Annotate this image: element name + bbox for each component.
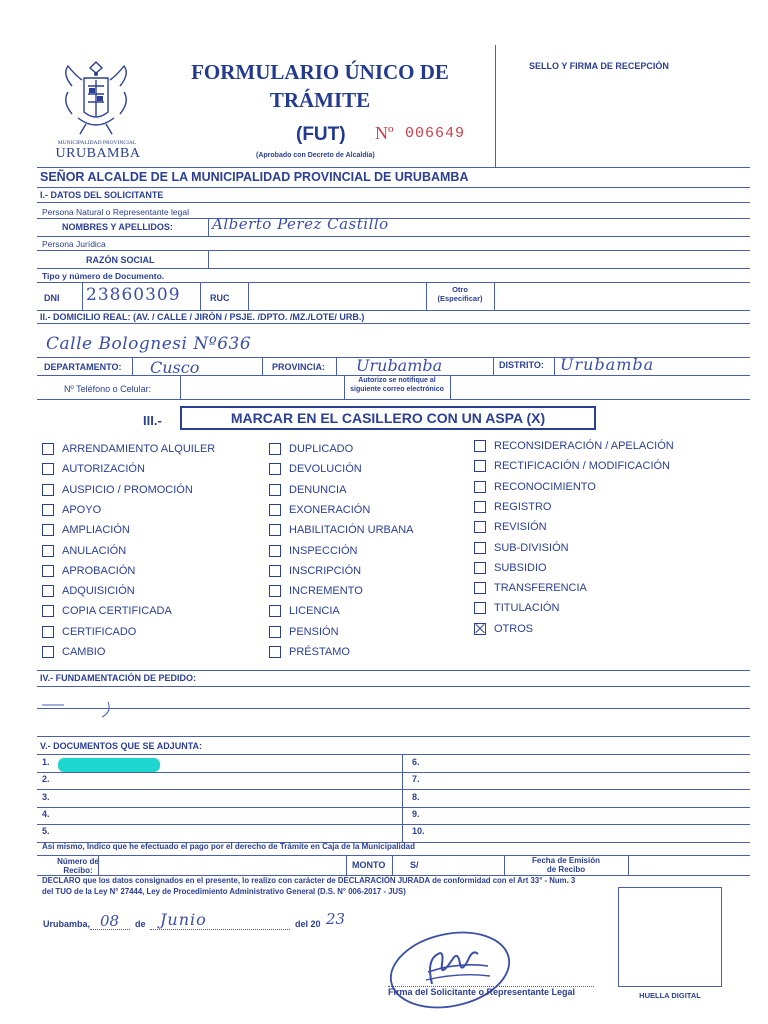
- justification-field[interactable]: [40, 690, 746, 732]
- option-label: DEVOLUCIÓN: [289, 463, 362, 476]
- option-1-8[interactable]: [269, 605, 340, 617]
- form-number-label: Nº: [375, 123, 394, 143]
- phone-label: Nº Teléfono o Celular:: [64, 384, 152, 394]
- document-field[interactable]: [432, 756, 744, 770]
- option-label: REVISIÓN: [494, 521, 547, 534]
- option-0-7[interactable]: [42, 585, 135, 597]
- option-label: SUB-DIVISIÓN: [494, 541, 569, 554]
- option-2-8[interactable]: [474, 602, 559, 614]
- checkbox-icon[interactable]: [42, 585, 54, 597]
- option-2-1[interactable]: [474, 460, 670, 472]
- document-number: 8.: [412, 792, 420, 802]
- option-label: DUPLICADO: [289, 443, 354, 455]
- option-label: APOYO: [62, 503, 102, 516]
- option-0-1[interactable]: [42, 463, 145, 475]
- section3-heading-box: [180, 406, 596, 430]
- approved-note: (Aprobado con Decreto de Alcaldía): [256, 152, 375, 159]
- document-number: 3.: [42, 792, 50, 802]
- option-1-1[interactable]: [269, 463, 362, 475]
- document-field[interactable]: [432, 791, 744, 805]
- declaration-line2: del TUO de la Ley N° 27444, Ley de Procedimiento Administrativo General (D.S. N° 006-2017 - JUS): [42, 887, 406, 896]
- option-2-2[interactable]: [474, 481, 596, 493]
- coat-of-arms-icon: [58, 58, 134, 138]
- option-1-7[interactable]: [269, 585, 363, 597]
- document-number: 2.: [42, 774, 50, 784]
- section4-heading: IV.- FUNDAMENTACIÓN DE PEDIDO:: [40, 673, 197, 683]
- otro-label-1: Otro: [452, 285, 468, 294]
- names-field[interactable]: Alberto Perez Castillo: [212, 215, 389, 233]
- department-label: DEPARTAMENTO:: [44, 362, 122, 372]
- option-label: TITULACIÓN: [494, 602, 560, 615]
- option-label: APROBACIÓN: [62, 564, 136, 577]
- option-1-10[interactable]: [269, 646, 350, 658]
- payment-statement: Asi mismo, Indico que he efectuado el pago por el derecho de Trámite en Caja de la Municipalidad: [42, 842, 415, 851]
- option-2-6[interactable]: [474, 562, 547, 574]
- document-number: 9.: [412, 809, 420, 819]
- razon-social-field[interactable]: [212, 252, 742, 266]
- option-2-0[interactable]: [474, 440, 674, 452]
- document-number: 4.: [42, 809, 50, 819]
- option-label: RECTIFICACIÓN / MODIFICACIÓN: [494, 460, 670, 473]
- option-label: RECONSIDERACIÓN / APELACIÓN: [494, 440, 674, 452]
- option-1-3[interactable]: [269, 504, 370, 516]
- fut-label: (FUT): [296, 124, 346, 145]
- document-field[interactable]: [432, 825, 744, 839]
- document-number: 10.: [412, 826, 425, 836]
- logo-caption-big: URUBAMBA: [55, 146, 141, 161]
- option-0-0[interactable]: [42, 443, 215, 455]
- receipt-date-label-1: Fecha de Emisión: [531, 856, 601, 865]
- section3-heading-number: III.-: [143, 413, 162, 428]
- dni-field[interactable]: 23860309: [86, 285, 181, 305]
- redacted-document-mark: [58, 758, 160, 772]
- province-label: PROVINCIA:: [272, 362, 326, 372]
- option-1-5[interactable]: [269, 545, 357, 557]
- justification-strokes: [40, 690, 746, 732]
- fingerprint-box[interactable]: [618, 887, 722, 987]
- option-0-4[interactable]: [42, 524, 130, 536]
- option-2-4[interactable]: [474, 521, 547, 533]
- option-0-3[interactable]: [42, 504, 101, 516]
- receipt-date-field[interactable]: [632, 857, 744, 873]
- option-2-5[interactable]: [474, 542, 569, 554]
- option-label: RECONOCIMIENTO: [494, 480, 596, 493]
- document-number: 5.: [42, 826, 50, 836]
- option-1-9[interactable]: [269, 626, 339, 638]
- receipt-label-1: Número de: [57, 857, 99, 866]
- option-label: HABILITACIÓN URBANA: [289, 524, 414, 537]
- document-field[interactable]: [432, 773, 744, 787]
- document-number: 7.: [412, 774, 420, 784]
- signature-stamp-icon: [388, 928, 513, 1013]
- checkbox-icon[interactable]: [474, 582, 486, 594]
- declaration-line1: DECLARO que los datos consignados en el presente, lo realizo con carácter de DECLARACIÓN JURADA de conformidad con el Art 33° - Num. 3: [42, 876, 576, 885]
- month-field[interactable]: Junio: [160, 910, 207, 929]
- stamp-box-label: SELLO Y FIRMA DE RECEPCIÓN: [529, 61, 669, 71]
- checkbox-icon[interactable]: [42, 463, 54, 475]
- checkbox-icon[interactable]: [269, 484, 281, 496]
- fingerprint-label: HUELLA DIGITAL: [639, 991, 701, 1000]
- form-title-line2: TRÁMITE: [269, 88, 371, 112]
- option-label: DENUNCIA: [289, 483, 347, 496]
- option-0-8[interactable]: [42, 605, 172, 617]
- section2-heading: II.- DOMICILIO REAL: (AV. / CALLE / JIRÓN / PSJE. /DPTO. /MZ./LOTE/ URB.): [40, 312, 365, 322]
- checkbox-icon[interactable]: [269, 524, 281, 536]
- checkbox-icon[interactable]: [42, 443, 54, 455]
- logo-caption-small: MUNICIPALIDAD PROVINCIAL: [57, 140, 137, 146]
- option-2-7[interactable]: [474, 582, 587, 594]
- option-label: CAMBIO: [62, 646, 106, 658]
- signature: [388, 928, 513, 1013]
- checkbox-icon[interactable]: [42, 605, 54, 617]
- checked-checkbox-icon[interactable]: [474, 623, 486, 635]
- document-number: 1.: [42, 757, 50, 767]
- receipt-date-label-2: de Recibo: [546, 865, 586, 874]
- checkbox-icon[interactable]: [474, 521, 486, 533]
- checkbox-icon[interactable]: [269, 605, 281, 617]
- option-0-5[interactable]: [42, 545, 126, 557]
- email-label-1: Autorizo se notifique al: [358, 377, 436, 384]
- place-label: Urubamba,: [43, 919, 91, 929]
- checkbox-icon[interactable]: [269, 463, 281, 475]
- option-2-9[interactable]: [474, 623, 533, 635]
- checkbox-icon[interactable]: [269, 504, 281, 516]
- section5-heading: V.- DOCUMENTOS QUE SE ADJUNTA:: [40, 741, 203, 751]
- option-label: ARRENDAMIENTO ALQUILER: [62, 443, 216, 455]
- checkbox-icon[interactable]: [269, 443, 281, 455]
- checkbox-icon[interactable]: [474, 440, 486, 452]
- checkbox-icon[interactable]: [474, 562, 486, 574]
- addressee: SEÑOR ALCALDE DE LA MUNICIPALIDAD PROVINCIAL DE URUBAMBA: [40, 170, 469, 184]
- checkbox-icon[interactable]: [42, 646, 54, 658]
- municipal-logo: [58, 58, 134, 138]
- checkbox-icon[interactable]: [269, 646, 281, 658]
- option-label: AUSPICIO / PROMOCIÓN: [62, 483, 193, 496]
- form-title-line1: FORMULARIO ÚNICO DE: [191, 60, 449, 84]
- document-field[interactable]: [60, 808, 396, 822]
- option-label: AMPLIACIÓN: [62, 524, 130, 537]
- checkbox-icon[interactable]: [474, 481, 486, 493]
- natural-person-label: Persona Natural o Representante legal: [42, 207, 189, 217]
- razon-social-label: RAZÓN SOCIAL: [86, 255, 155, 265]
- receipt-label-2: Recibo:: [63, 866, 93, 875]
- de-label: de: [135, 919, 146, 929]
- section3-heading-text: MARCAR EN EL CASILLERO CON UN ASPA (X): [230, 410, 546, 426]
- doc-type-label: Tipo y número de Documento.: [42, 271, 165, 281]
- checkbox-icon[interactable]: [474, 602, 486, 614]
- option-2-3[interactable]: [474, 501, 551, 513]
- option-label: AUTORIZACIÓN: [62, 463, 145, 476]
- checkbox-icon[interactable]: [474, 460, 486, 472]
- email-label-2: siguiente correo electrónico: [350, 386, 444, 393]
- province-field[interactable]: Urubamba: [356, 356, 443, 375]
- option-label: INSCRIPCIÓN: [289, 564, 362, 577]
- amount-field[interactable]: [426, 857, 500, 873]
- option-label: OTROS: [494, 622, 534, 635]
- option-label: TRANSFERENCIA: [494, 582, 587, 595]
- option-label: PRÉSTAMO: [289, 646, 350, 658]
- checkbox-icon[interactable]: [42, 484, 54, 496]
- document-field[interactable]: [60, 825, 396, 839]
- form-number: 006649: [405, 125, 466, 142]
- option-1-6[interactable]: [269, 565, 361, 577]
- option-label: PENSIÓN: [289, 625, 339, 638]
- option-0-6[interactable]: [42, 565, 135, 577]
- checkbox-icon[interactable]: [42, 565, 54, 577]
- checkbox-icon[interactable]: [474, 542, 486, 554]
- email-field[interactable]: [454, 378, 744, 396]
- option-label: REGISTRO: [494, 500, 552, 513]
- otro-field[interactable]: [498, 286, 743, 306]
- option-label: ANULACIÓN: [62, 544, 127, 557]
- section1-heading: I.- DATOS DEL SOLICITANTE: [40, 190, 164, 200]
- checkbox-icon[interactable]: [269, 585, 281, 597]
- checkbox-icon[interactable]: [42, 504, 54, 516]
- document-field[interactable]: [432, 808, 744, 822]
- option-label: INCREMENTO: [289, 585, 363, 598]
- option-1-0[interactable]: [269, 443, 353, 455]
- district-field[interactable]: Urubamba: [560, 355, 655, 374]
- signature-label: Firma del Solicitante o Representante Legal: [388, 987, 576, 997]
- option-label: ADQUISICIÓN: [62, 585, 135, 598]
- amount-label: MONTO: [352, 860, 386, 870]
- option-label: LICENCIA: [289, 605, 340, 618]
- checkbox-icon[interactable]: [269, 545, 281, 557]
- ruc-field[interactable]: [252, 286, 422, 306]
- checkbox-icon[interactable]: [269, 565, 281, 577]
- address-field[interactable]: Calle Bolognesi Nº636: [46, 334, 252, 354]
- currency-label: S/: [410, 860, 419, 870]
- option-label: COPIA CERTIFICADA: [62, 605, 172, 618]
- option-label: INSPECCIÓN: [289, 544, 358, 557]
- checkbox-icon[interactable]: [474, 501, 486, 513]
- checkbox-icon[interactable]: [42, 545, 54, 557]
- option-0-9[interactable]: [42, 626, 136, 638]
- year-field[interactable]: 23: [326, 910, 346, 928]
- day-field[interactable]: 08: [100, 912, 120, 930]
- department-field[interactable]: Cusco: [150, 358, 200, 377]
- checkbox-icon[interactable]: [42, 626, 54, 638]
- legal-person-label: Persona Jurídica: [42, 239, 106, 249]
- names-label: NOMBRES Y APELLIDOS:: [62, 222, 173, 232]
- option-0-2[interactable]: [42, 484, 193, 496]
- checkbox-icon[interactable]: [42, 524, 54, 536]
- option-label: EXONERACIÓN: [289, 503, 371, 516]
- document-number: 6.: [412, 757, 420, 767]
- district-label: DISTRITO:: [499, 360, 544, 370]
- option-label: SUBSIDIO: [494, 561, 547, 574]
- ruc-label: RUC: [210, 293, 230, 303]
- document-field[interactable]: [60, 791, 396, 805]
- document-field[interactable]: [60, 773, 396, 787]
- option-1-4[interactable]: [269, 524, 414, 536]
- option-label: CERTIFICADO: [62, 625, 137, 638]
- checkbox-icon[interactable]: [269, 626, 281, 638]
- option-1-2[interactable]: [269, 484, 346, 496]
- receipt-number-field[interactable]: [102, 857, 342, 873]
- year-prefix: del 20: [295, 919, 321, 929]
- otro-label-2: (Especificar): [437, 294, 483, 303]
- option-0-10[interactable]: [42, 646, 105, 658]
- dni-label: DNI: [44, 293, 60, 303]
- phone-field[interactable]: [184, 378, 339, 396]
